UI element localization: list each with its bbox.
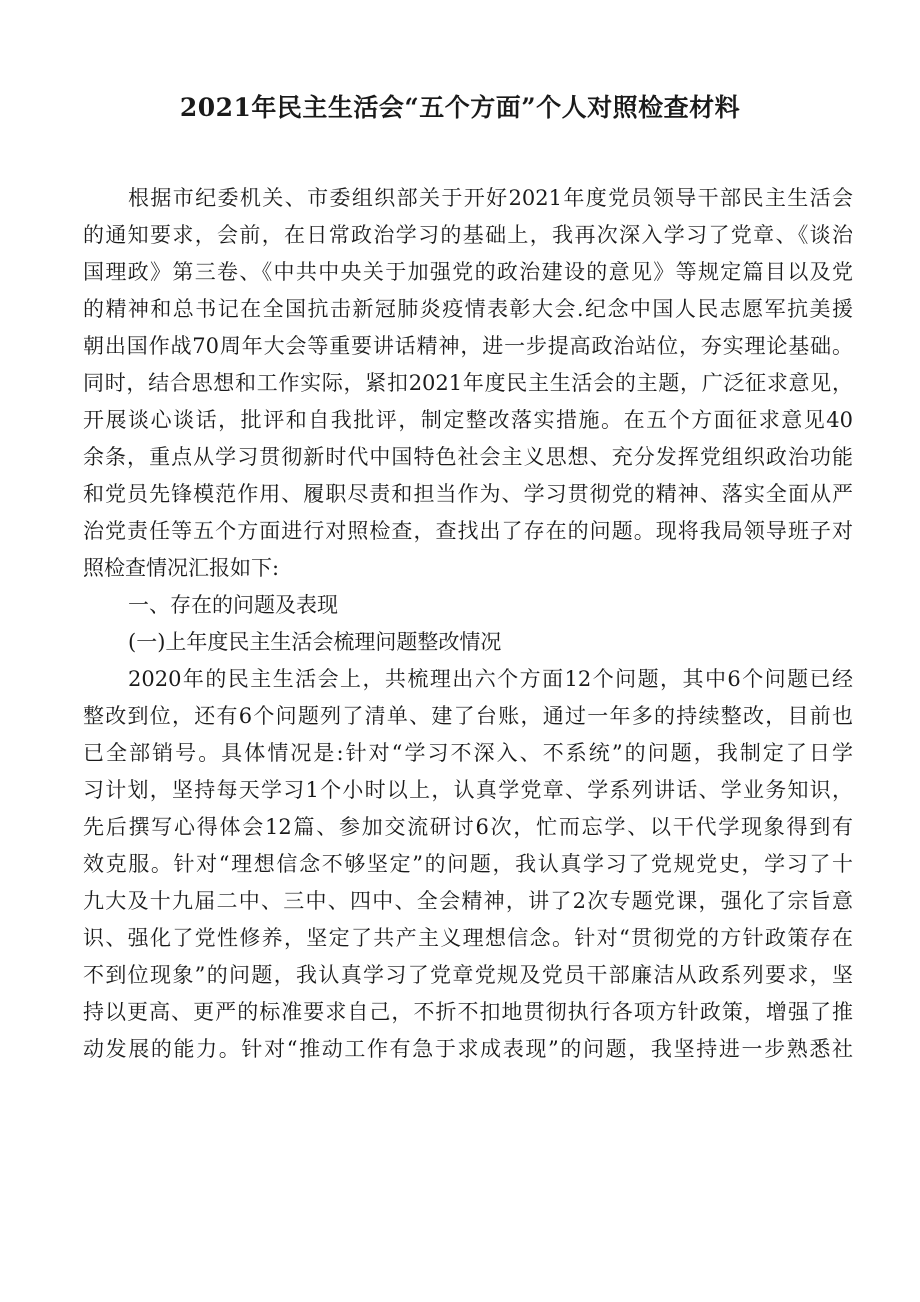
body-line: 九大及十九届二中、三中、四中、全会精神，讲了2次专题党课，强化了宗旨意	[83, 889, 853, 913]
subsection-heading: (一)上年度民主生活会梳理问题整改情况	[128, 630, 502, 654]
body-line: 已全部销号。具体情况是:针对“学习不深入、不系统”的问题，我制定了日学	[83, 741, 853, 765]
body-line: 余条，重点从学习贯彻新时代中国特色社会主义思想、充分发挥党组织政治功能	[83, 445, 853, 469]
body-line: 整改到位，还有6个问题列了清单、建了台账，通过一年多的持续整改，目前也	[83, 704, 853, 728]
body-line: 照检查情况汇报如下:	[83, 556, 280, 580]
body-line: 同时，结合思想和工作实际，紧扣2021年度民主生活会的主题，广泛征求意见，	[83, 371, 853, 395]
body-line: 习计划，坚持每天学习1个小时以上，认真学党章、学系列讲话、学业务知识，	[83, 778, 853, 802]
body-line: 不到位现象”的问题，我认真学习了党章党规及党员干部廉洁从政系列要求，坚	[83, 963, 853, 987]
body-line: 2020年的民主生活会上，共梳理出六个方面12个问题，其中6个问题已经	[128, 667, 853, 691]
body-line: 先后撰写心得体会12篇、参加交流研讨6次，忙而忘学、以干代学现象得到有	[83, 815, 853, 839]
body-line: 根据市纪委机关、市委组织部关于开好2021年度党员领导干部民主生活会	[128, 186, 853, 210]
body-line: 朝出国作战70周年大会等重要讲话精神，进一步提高政治站位，夯实理论基础。	[83, 334, 853, 358]
body-line: 和党员先锋模范作用、履职尽责和担当作为、学习贯彻党的精神、落实全面从严	[83, 482, 853, 506]
body-line: 识、强化了党性修养，坚定了共产主义理想信念。针对“贯彻党的方针政策存在	[83, 926, 853, 950]
body-line: 动发展的能力。针对“推动工作有急于求成表现”的问题，我坚持进一步熟悉社	[83, 1037, 853, 1061]
body-line: 效克服。针对“理想信念不够坚定”的问题，我认真学习了党规党史，学习了十	[83, 852, 853, 876]
body-line: 的通知要求，会前，在日常政治学习的基础上，我再次深入学习了党章、《谈治	[83, 223, 853, 247]
body-line: 开展谈心谈话，批评和自我批评，制定整改落实措施。在五个方面征求意见40	[83, 408, 853, 432]
document-title: 2021年民主生活会“五个方面”个人对照检查材料	[179, 93, 741, 122]
body-line: 的精神和总书记在全国抗击新冠肺炎疫情表彰大会.纪念中国人民志愿军抗美援	[83, 297, 853, 321]
body-line: 持以更高、更严的标准要求自己，不折不扣地贯彻执行各项方针政策，增强了推	[83, 1000, 853, 1024]
body-line: 国理政》第三卷、《中共中央关于加强党的政治建设的意见》等规定篇目以及党	[83, 260, 853, 284]
body-line: 治党责任等五个方面进行对照检查，查找出了存在的问题。现将我局领导班子对	[83, 519, 853, 543]
section-heading: 一、存在的问题及表现	[128, 593, 338, 617]
